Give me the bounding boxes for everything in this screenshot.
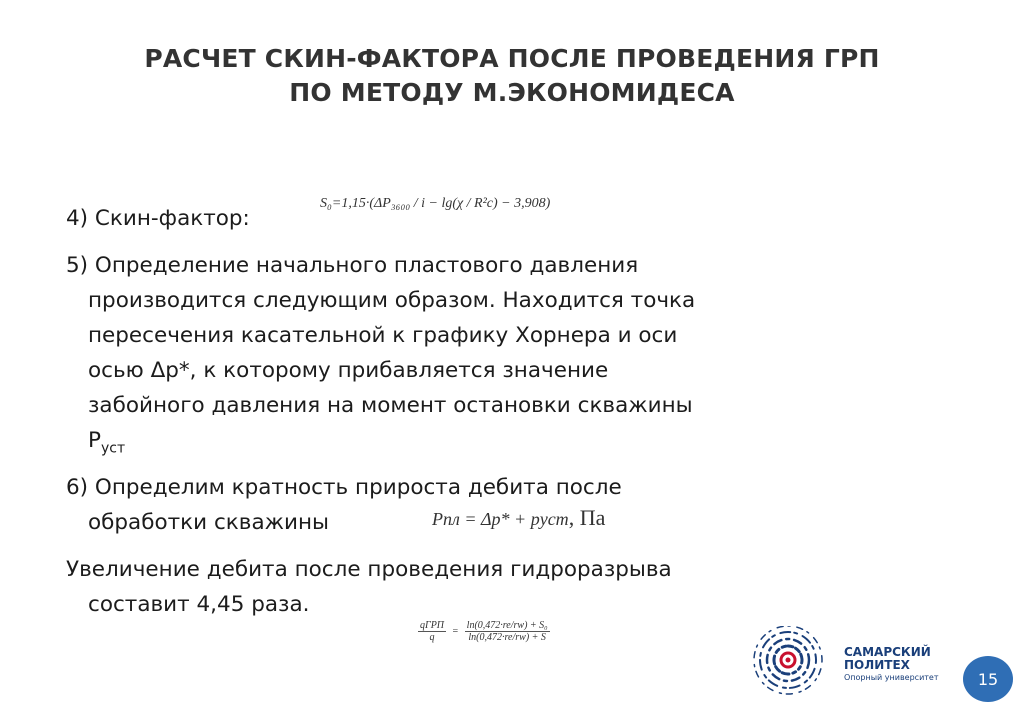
slide-title-line-2: ПО МЕТОДУ М.ЭКОНОМИДЕСА xyxy=(289,78,735,107)
slide-title-line-1: РАСЧЕТ СКИН-ФАКТОРА ПОСЛЕ ПРОВЕДЕНИЯ ГРП xyxy=(144,44,880,73)
item-5-line-6 xyxy=(88,426,125,463)
p-ust-subscript: уст xyxy=(100,440,126,457)
pressure-formula-body: Pпл = Δp* + pуст xyxy=(432,509,569,529)
item-4-label: 4) Скин-фактор: xyxy=(66,206,250,231)
p-ust-main: P xyxy=(88,428,101,453)
reservoir-pressure-formula xyxy=(432,505,605,531)
item-6-line-2: обработки скважины xyxy=(88,510,329,535)
logo-line-3: Опорный университет xyxy=(844,673,939,682)
flow-ratio-formula xyxy=(418,620,550,643)
item-6-line-1: 6) Определим кратность прироста дебита после xyxy=(66,475,622,500)
ratio-lhs xyxy=(418,620,446,643)
ratio-rhs-numerator: ln(0,472·re/rw) + S₀ xyxy=(466,620,548,631)
equals-sign: = xyxy=(452,625,459,637)
logo-line-1: САМАРСКИЙ xyxy=(844,645,931,659)
item-5-line-4: осью Δp*, к которому прибавляется значение xyxy=(88,358,609,383)
item-5-line-1: 5) Определение начального пластового давления xyxy=(66,253,639,278)
ratio-lhs-denominator: q xyxy=(429,632,435,643)
conclusion-line-1: Увеличение дебита после проведения гидроразрыва xyxy=(66,557,672,582)
skin-factor-formula: S₀=1,15·(ΔP₃₆₀₀ / i − lg(χ / R²c) − 3,908) xyxy=(320,196,551,211)
page-number-badge: 15 xyxy=(963,656,1013,702)
conclusion-line-2: составит 4,45 раза. xyxy=(88,592,310,617)
ratio-rhs-denominator: ln(0,472·re/rw) + S xyxy=(468,632,546,643)
logo-text xyxy=(844,646,939,683)
item-5-line-5: забойного давления на момент остановки скважины xyxy=(88,393,693,418)
item-5-line-3: пересечения касательной к графику Хорнера и оси xyxy=(88,323,678,348)
ratio-rhs xyxy=(465,620,550,643)
item-5-line-2: производится следующим образом. Находится точка xyxy=(88,288,696,313)
pressure-unit: , Па xyxy=(568,505,606,530)
ratio-lhs-numerator: qГРП xyxy=(420,620,445,631)
samara-polytech-logo xyxy=(752,626,952,696)
logo-line-2: ПОЛИТЕХ xyxy=(844,658,910,672)
slide-title xyxy=(60,42,964,110)
